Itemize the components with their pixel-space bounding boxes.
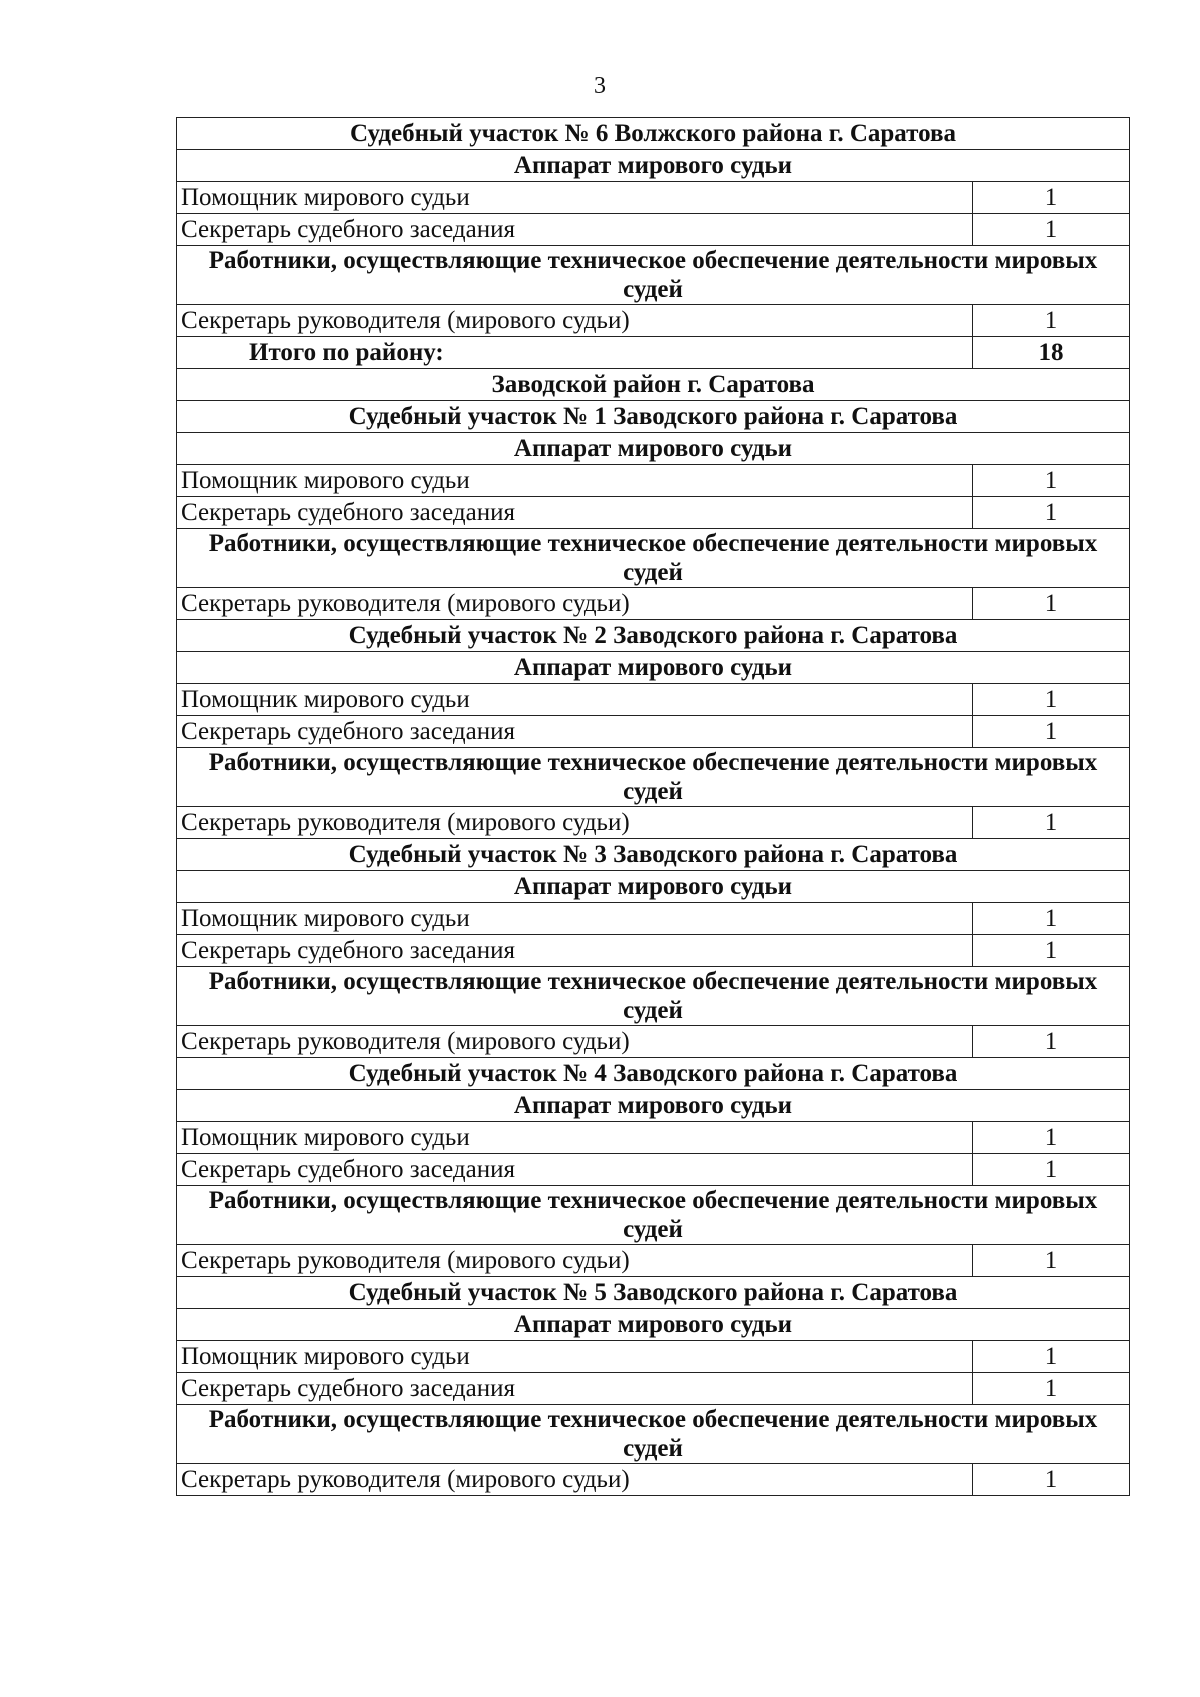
section-header-row [177, 1405, 1130, 1464]
position-count: 1 [973, 684, 1130, 716]
section-header: Судебный участок № 6 Волжского района г. Саратова [177, 118, 1130, 150]
staffing-table-body [177, 118, 1130, 1496]
section-header-row [177, 246, 1130, 305]
staffing-table [176, 117, 1130, 1496]
section-header: Работники, осуществляющие техническое обеспечение деятельности мировых судей [177, 1186, 1130, 1245]
section-header: Аппарат мирового судьи [177, 433, 1130, 465]
position-row [177, 684, 1130, 716]
position-label: Помощник мирового судьи [177, 1122, 973, 1154]
section-header: Работники, осуществляющие техническое обеспечение деятельности мировых судей [177, 967, 1130, 1026]
section-header-row [177, 369, 1130, 401]
position-row [177, 807, 1130, 839]
position-label: Секретарь руководителя (мирового судьи) [177, 807, 973, 839]
position-row [177, 903, 1130, 935]
position-count: 1 [973, 182, 1130, 214]
section-header: Аппарат мирового судьи [177, 150, 1130, 182]
total-row [177, 337, 1130, 369]
position-label: Секретарь руководителя (мирового судьи) [177, 1245, 973, 1277]
total-count: 18 [973, 337, 1130, 369]
page-number: 3 [594, 73, 606, 99]
section-header-row [177, 620, 1130, 652]
position-row [177, 497, 1130, 529]
position-count: 1 [973, 716, 1130, 748]
section-header-row [177, 118, 1130, 150]
section-header-row [177, 401, 1130, 433]
section-header: Аппарат мирового судьи [177, 652, 1130, 684]
position-count: 1 [973, 588, 1130, 620]
section-header-row [177, 652, 1130, 684]
position-label: Секретарь судебного заседания [177, 214, 973, 246]
section-header-row [177, 150, 1130, 182]
section-header: Аппарат мирового судьи [177, 871, 1130, 903]
position-label: Секретарь судебного заседания [177, 935, 973, 967]
position-label: Секретарь руководителя (мирового судьи) [177, 588, 973, 620]
section-header-row [177, 1058, 1130, 1090]
section-header: Аппарат мирового судьи [177, 1090, 1130, 1122]
position-row [177, 1464, 1130, 1496]
position-label: Помощник мирового судьи [177, 1341, 973, 1373]
section-header-row [177, 529, 1130, 588]
section-header: Аппарат мирового судьи [177, 1309, 1130, 1341]
section-header-row [177, 1277, 1130, 1309]
position-label: Секретарь судебного заседания [177, 1154, 973, 1186]
section-header: Работники, осуществляющие техническое обеспечение деятельности мировых судей [177, 1405, 1130, 1464]
position-row [177, 1154, 1130, 1186]
position-label: Секретарь руководителя (мирового судьи) [177, 1026, 973, 1058]
section-header-row [177, 871, 1130, 903]
position-count: 1 [973, 903, 1130, 935]
position-label: Помощник мирового судьи [177, 903, 973, 935]
position-label: Помощник мирового судьи [177, 182, 973, 214]
section-header: Судебный участок № 2 Заводского района г. Саратова [177, 620, 1130, 652]
position-row [177, 588, 1130, 620]
position-count: 1 [973, 1245, 1130, 1277]
section-header-row [177, 967, 1130, 1026]
position-label: Секретарь руководителя (мирового судьи) [177, 305, 973, 337]
position-count: 1 [973, 1154, 1130, 1186]
section-header: Работники, осуществляющие техническое обеспечение деятельности мировых судей [177, 529, 1130, 588]
position-count: 1 [973, 1122, 1130, 1154]
position-row [177, 1122, 1130, 1154]
position-count: 1 [973, 1373, 1130, 1405]
position-count: 1 [973, 305, 1130, 337]
total-label: Итого по району: [177, 337, 973, 369]
section-header: Работники, осуществляющие техническое обеспечение деятельности мировых судей [177, 246, 1130, 305]
position-label: Секретарь руководителя (мирового судьи) [177, 1464, 973, 1496]
section-header-row [177, 1186, 1130, 1245]
position-count: 1 [973, 497, 1130, 529]
position-label: Секретарь судебного заседания [177, 1373, 973, 1405]
section-header: Судебный участок № 3 Заводского района г. Саратова [177, 839, 1130, 871]
position-row [177, 214, 1130, 246]
section-header: Работники, осуществляющие техническое обеспечение деятельности мировых судей [177, 748, 1130, 807]
section-header: Судебный участок № 4 Заводского района г. Саратова [177, 1058, 1130, 1090]
section-header-row [177, 1309, 1130, 1341]
section-header: Заводской район г. Саратова [177, 369, 1130, 401]
position-label: Помощник мирового судьи [177, 465, 973, 497]
position-count: 1 [973, 1464, 1130, 1496]
position-row [177, 1245, 1130, 1277]
position-row [177, 1373, 1130, 1405]
position-count: 1 [973, 1026, 1130, 1058]
position-count: 1 [973, 465, 1130, 497]
position-row [177, 305, 1130, 337]
section-header-row [177, 748, 1130, 807]
section-header-row [177, 839, 1130, 871]
position-count: 1 [973, 214, 1130, 246]
position-row [177, 935, 1130, 967]
position-row [177, 1341, 1130, 1373]
position-label: Секретарь судебного заседания [177, 716, 973, 748]
position-label: Помощник мирового судьи [177, 684, 973, 716]
section-header-row [177, 1090, 1130, 1122]
position-row [177, 182, 1130, 214]
position-row [177, 716, 1130, 748]
section-header-row [177, 433, 1130, 465]
position-label: Секретарь судебного заседания [177, 497, 973, 529]
position-count: 1 [973, 935, 1130, 967]
section-header: Судебный участок № 1 Заводского района г. Саратова [177, 401, 1130, 433]
position-row [177, 465, 1130, 497]
position-row [177, 1026, 1130, 1058]
position-count: 1 [973, 807, 1130, 839]
position-count: 1 [973, 1341, 1130, 1373]
section-header: Судебный участок № 5 Заводского района г. Саратова [177, 1277, 1130, 1309]
